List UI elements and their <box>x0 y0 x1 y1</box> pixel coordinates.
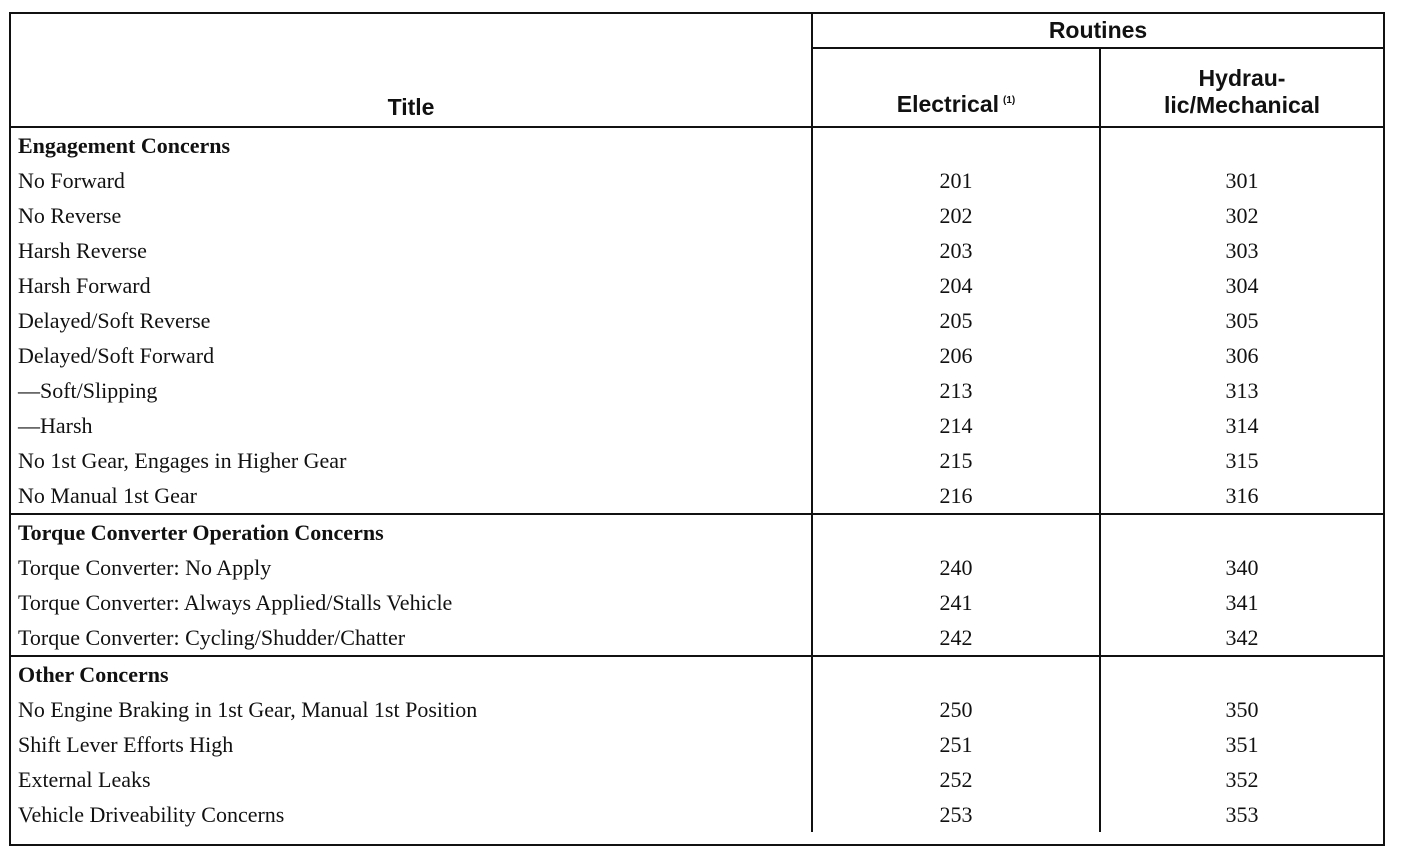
group-title: Engagement Concerns <box>11 127 812 163</box>
concern-title: Torque Converter: Cycling/Shudder/Chatter <box>11 620 812 656</box>
electrical-routine: 214 <box>812 408 1100 443</box>
hydraulic-routine: 301 <box>1225 168 1259 193</box>
hydraulic-routine: 340 <box>1225 555 1259 580</box>
table-row <box>11 762 1383 797</box>
electrical-routine: 252 <box>812 762 1100 797</box>
routines-table-document <box>9 12 1385 846</box>
table-row <box>11 585 1383 620</box>
hydraulic-routine: 316 <box>1225 483 1259 508</box>
table-row <box>11 797 1383 832</box>
electrical-routine: 241 <box>812 585 1100 620</box>
group-title: Other Concerns <box>11 656 812 692</box>
table-row <box>11 550 1383 585</box>
title-column-header: Title <box>11 14 812 127</box>
concern-title: Shift Lever Efforts High <box>11 727 812 762</box>
hydraulic-routine: 305 <box>1225 308 1259 333</box>
routines-table <box>11 14 1383 832</box>
hydraulic-routine: 350 <box>1225 697 1259 722</box>
electrical-routine: 201 <box>812 163 1100 198</box>
table-row <box>11 373 1383 408</box>
hydraulic-routine: 315 <box>1225 448 1259 473</box>
table-row <box>11 443 1383 478</box>
table-row <box>11 692 1383 727</box>
electrical-routine: 203 <box>812 233 1100 268</box>
electrical-routine: 205 <box>812 303 1100 338</box>
concern-title: No 1st Gear, Engages in Higher Gear <box>11 443 812 478</box>
electrical-routine: 216 <box>812 478 1100 514</box>
group-electrical-cell <box>812 656 1100 692</box>
electrical-routine: 202 <box>812 198 1100 233</box>
group-hydraulic-cell <box>1100 514 1383 550</box>
electrical-header-label: Electrical <box>896 91 1000 117</box>
group-hydraulic-cell <box>1100 656 1383 692</box>
group-header-row <box>11 127 1383 163</box>
table-row <box>11 268 1383 303</box>
hydraulic-header-line2: lic/Mechanical <box>1164 92 1320 118</box>
table-row <box>11 727 1383 762</box>
hydraulic-routine: 351 <box>1225 732 1259 757</box>
table-row <box>11 163 1383 198</box>
concern-title: No Manual 1st Gear <box>11 478 812 514</box>
electrical-routine: 240 <box>812 550 1100 585</box>
concern-title: No Reverse <box>11 198 812 233</box>
hydraulic-column-header <box>1100 48 1383 127</box>
group-header-row <box>11 514 1383 550</box>
concern-title: No Engine Braking in 1st Gear, Manual 1st Position <box>11 692 812 727</box>
table-header <box>11 14 1383 127</box>
group-header-row <box>11 656 1383 692</box>
hydraulic-routine: 306 <box>1225 343 1259 368</box>
concern-title: Torque Converter: Always Applied/Stalls Vehicle <box>11 585 812 620</box>
hydraulic-routine: 353 <box>1225 802 1259 827</box>
electrical-footnote-marker: (1) <box>1003 95 1016 106</box>
hydraulic-routine: 342 <box>1225 625 1259 650</box>
table-row <box>11 198 1383 233</box>
table-row <box>11 338 1383 373</box>
electrical-routine: 206 <box>812 338 1100 373</box>
hydraulic-routine: 304 <box>1225 273 1259 298</box>
table-row <box>11 478 1383 514</box>
hydraulic-routine: 352 <box>1225 767 1259 792</box>
hydraulic-routine: 303 <box>1225 238 1259 263</box>
concern-title: External Leaks <box>11 762 812 797</box>
electrical-routine: 253 <box>812 797 1100 832</box>
group-hydraulic-cell <box>1100 127 1383 163</box>
hydraulic-routine: 313 <box>1225 378 1259 403</box>
electrical-routine: 251 <box>812 727 1100 762</box>
table-body <box>11 127 1383 832</box>
table-row <box>11 620 1383 656</box>
hydraulic-routine: 302 <box>1225 203 1259 228</box>
concern-title: No Forward <box>11 163 812 198</box>
concern-title: —Harsh <box>11 408 812 443</box>
concern-title: Vehicle Driveability Concerns <box>11 797 812 832</box>
electrical-routine: 215 <box>812 443 1100 478</box>
hydraulic-header-line1: Hydrau- <box>1198 65 1286 91</box>
concern-title: Delayed/Soft Reverse <box>11 303 812 338</box>
electrical-column-header <box>812 48 1100 127</box>
electrical-routine: 242 <box>812 620 1100 656</box>
electrical-routine: 204 <box>812 268 1100 303</box>
concern-title: Harsh Forward <box>11 268 812 303</box>
group-electrical-cell <box>812 127 1100 163</box>
concern-title: Torque Converter: No Apply <box>11 550 812 585</box>
electrical-routine: 213 <box>812 373 1100 408</box>
concern-title: —Soft/Slipping <box>11 373 812 408</box>
group-title: Torque Converter Operation Concerns <box>11 514 812 550</box>
table-row <box>11 303 1383 338</box>
electrical-routine: 250 <box>812 692 1100 727</box>
table-row <box>11 408 1383 443</box>
concern-title: Delayed/Soft Forward <box>11 338 812 373</box>
concern-title: Harsh Reverse <box>11 233 812 268</box>
group-electrical-cell <box>812 514 1100 550</box>
routines-column-header: Routines <box>812 14 1383 48</box>
hydraulic-routine: 341 <box>1225 590 1259 615</box>
hydraulic-routine: 314 <box>1225 413 1259 438</box>
table-row <box>11 233 1383 268</box>
